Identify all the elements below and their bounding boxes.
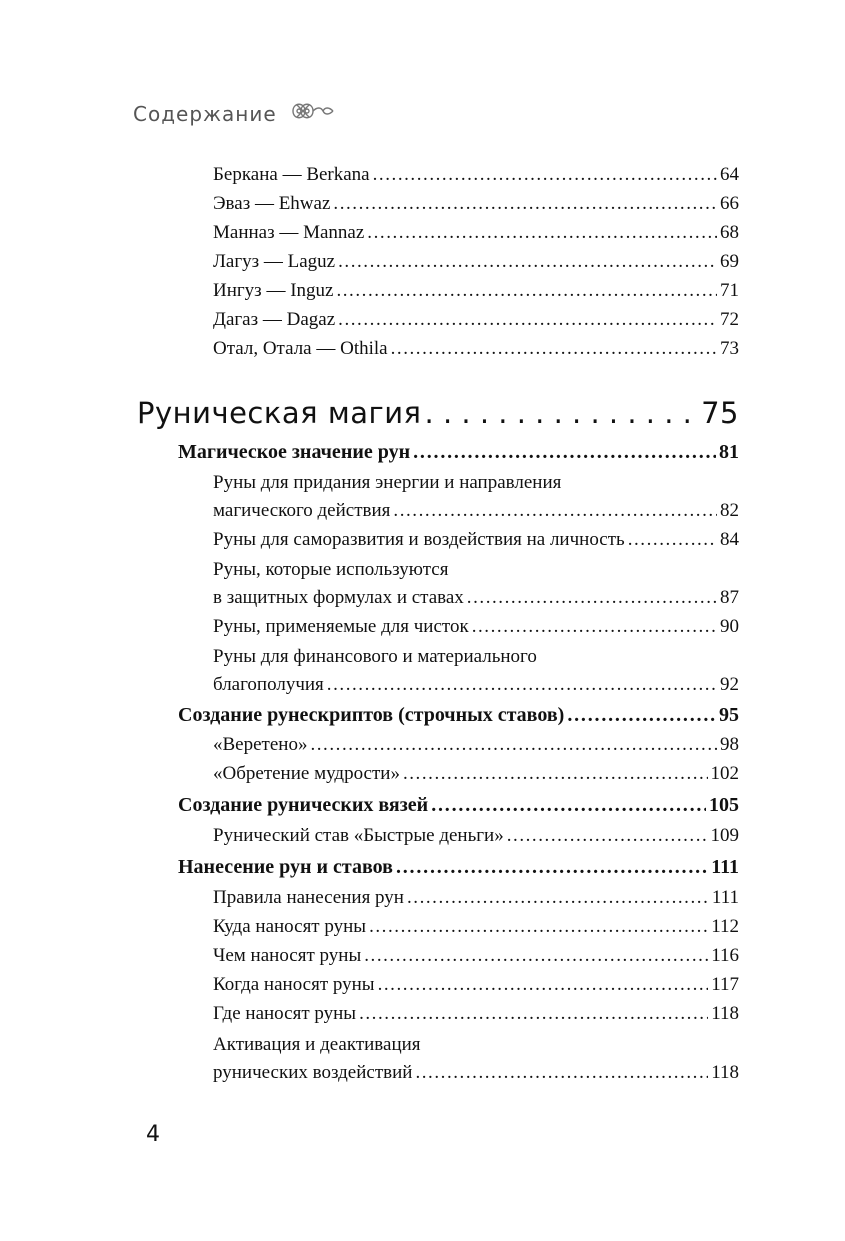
toc-entry-label: магического действия — [213, 500, 391, 521]
toc-entry-label: Где наносят руны — [213, 1003, 357, 1024]
section-label: Магическое значение рун — [178, 441, 411, 463]
toc-entry-label: Чем наносят руны — [213, 945, 362, 966]
toc-entry-page: 82 — [720, 500, 739, 521]
dot-leader — [310, 734, 717, 756]
toc-entry — [213, 338, 739, 360]
toc-entry — [213, 193, 739, 215]
toc-entry-label: Куда наносят руны — [213, 916, 367, 937]
dot-leader — [628, 529, 717, 551]
toc-entry-label: Руны, применяемые для чисток — [213, 616, 469, 637]
toc-section — [178, 441, 739, 464]
dot-leader — [415, 1062, 708, 1084]
dot-leader — [472, 616, 717, 638]
toc-entry-page: 71 — [720, 280, 739, 301]
toc-entry-label: «Веретено» — [213, 734, 308, 755]
toc-entry-label: Лагуз — Laguz — [213, 251, 336, 272]
toc-entry-page: 69 — [720, 251, 739, 272]
toc-entry-label: Правила нанесения рун — [213, 887, 404, 908]
dot-leader — [369, 916, 708, 938]
toc-entry-label: Когда наносят руны — [213, 974, 375, 995]
dot-leader — [378, 974, 709, 996]
toc-entry — [213, 974, 739, 996]
toc-entry-page: 64 — [720, 164, 739, 185]
section-page: 95 — [719, 704, 739, 726]
toc-entry — [213, 587, 739, 609]
toc-entry — [213, 763, 739, 785]
toc-entry — [213, 616, 739, 638]
toc-section — [178, 794, 739, 817]
toc-entry-label: Дагаз — Dagaz — [213, 309, 336, 330]
toc-entry-label: Ингуз — Inguz — [213, 280, 334, 301]
dot-leader — [338, 251, 717, 273]
toc-entry-label: Отал, Отала — Othila — [213, 338, 388, 359]
section-label: Создание рунических вязей — [178, 794, 429, 816]
toc-entry — [213, 1003, 739, 1025]
toc-entry — [213, 887, 739, 909]
dot-leader — [413, 441, 716, 464]
toc-entry-page: 116 — [711, 945, 739, 966]
toc-entry-label: «Обретение мудрости» — [213, 763, 400, 784]
toc-chapter — [137, 396, 739, 430]
section-page: 105 — [709, 794, 739, 816]
toc-entry-line1: Руны для финансового и материального — [213, 646, 537, 667]
toc-entry-label: благополучия — [213, 674, 324, 695]
toc-entry — [213, 529, 739, 551]
toc-entry — [213, 945, 739, 967]
dot-leader — [373, 164, 717, 186]
section-page: 111 — [711, 856, 739, 878]
toc-entry-label: рунических воздействий — [213, 1062, 413, 1083]
toc-entry-page: 87 — [720, 587, 739, 608]
toc-entry-page: 66 — [720, 193, 739, 214]
toc-entry — [213, 164, 739, 186]
toc-section — [178, 856, 739, 879]
toc-entry-line1: Активация и деактивация — [213, 1034, 421, 1055]
toc-entry — [213, 674, 739, 696]
toc-entry-page: 68 — [720, 222, 739, 243]
toc-entry-line1: Руны, которые используются — [213, 559, 449, 580]
toc-entry-page: 90 — [720, 616, 739, 637]
toc-entry-label: в защитных формулах и ставах — [213, 587, 464, 608]
section-label: Нанесение рун и ставов — [178, 856, 393, 878]
page-number: 4 — [146, 1122, 160, 1147]
dot-leader — [431, 794, 706, 817]
toc-entry — [213, 500, 739, 522]
toc-entry — [213, 280, 739, 302]
section-label: Создание рунескриптов (строчных ставов) — [178, 704, 565, 726]
celtic-knot-icon — [287, 96, 337, 131]
toc-entry-label: Рунический став «Быстрые деньги» — [213, 825, 504, 846]
toc-entry — [213, 916, 739, 938]
toc-entry-page: 102 — [710, 763, 739, 784]
toc-entry-label: Эваз — Ehwaz — [213, 193, 331, 214]
section-page: 81 — [719, 441, 739, 463]
toc-entry — [213, 309, 739, 331]
toc-entry-page: 118 — [711, 1062, 739, 1083]
toc-entry-page: 118 — [711, 1003, 739, 1024]
header-title: Содержание — [133, 101, 277, 126]
dot-leader — [407, 887, 709, 909]
dot-leader — [327, 674, 717, 696]
running-header — [133, 96, 337, 131]
dot-leader — [567, 704, 716, 727]
toc-entry — [213, 734, 739, 756]
dot-leader — [403, 763, 708, 785]
toc-entry-page: 84 — [720, 529, 739, 550]
toc-entry — [213, 1062, 739, 1084]
toc-entry-line1: Руны для придания энергии и направления — [213, 472, 562, 493]
toc-entry-page: 98 — [720, 734, 739, 755]
toc-entry-label: Беркана — Berkana — [213, 164, 370, 185]
toc-entry-page: 109 — [710, 825, 739, 846]
dot-leader — [364, 945, 708, 967]
toc-entry-page: 73 — [720, 338, 739, 359]
toc-entry-page: 72 — [720, 309, 739, 330]
dot-leader — [333, 193, 717, 215]
dot-leader — [367, 222, 717, 244]
toc-entry — [213, 251, 739, 273]
toc-section — [178, 704, 739, 727]
toc-entry-page: 112 — [711, 916, 739, 937]
toc-entry — [213, 825, 739, 847]
toc-entry-page: 111 — [711, 887, 739, 908]
dot-leader — [507, 825, 708, 847]
chapter-page: 75 — [701, 396, 739, 430]
dot-leader — [396, 856, 708, 879]
dot-leader — [338, 309, 717, 331]
dot-leader — [359, 1003, 708, 1025]
toc-entry-page: 117 — [711, 974, 739, 995]
dot-leader — [467, 587, 717, 609]
dot-leader — [425, 396, 699, 430]
toc-entry — [213, 222, 739, 244]
dot-leader — [391, 338, 717, 360]
toc-entry-label: Манназ — Mannaz — [213, 222, 365, 243]
toc-entry-page: 92 — [720, 674, 739, 695]
dot-leader — [393, 500, 717, 522]
chapter-title: Руническая магия — [137, 396, 422, 430]
dot-leader — [336, 280, 717, 302]
toc-entry-label: Руны для саморазвития и воздействия на личность — [213, 529, 625, 550]
